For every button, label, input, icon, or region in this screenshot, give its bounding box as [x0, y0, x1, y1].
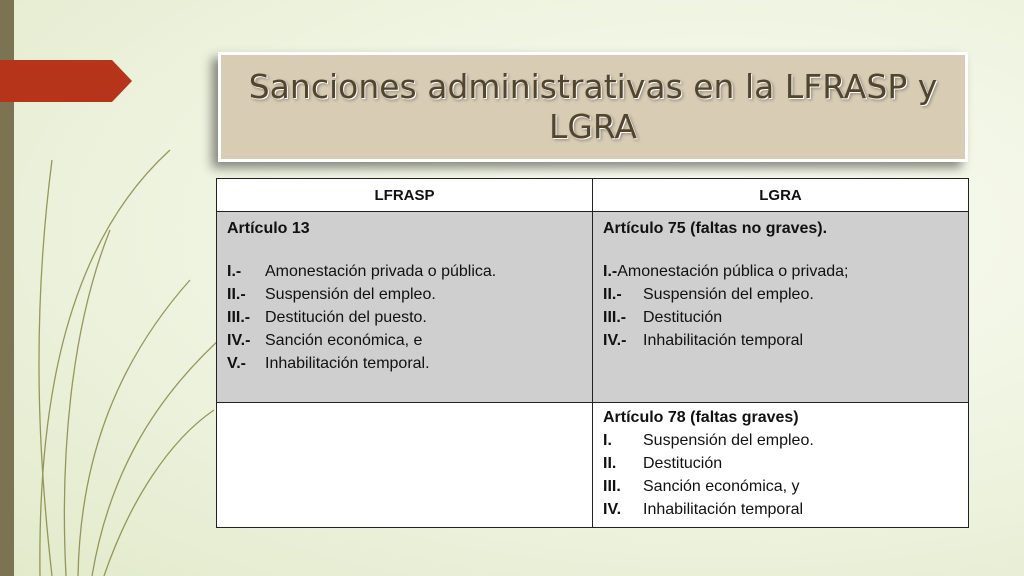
cell-empty: [217, 403, 593, 528]
cell-lgra-articulo-75: [593, 212, 969, 403]
list-item: I.- Amonestación pública o privada;: [603, 263, 849, 280]
cell-lgra-articulo-78: [593, 403, 969, 528]
list-item: III.- Destitución: [603, 309, 723, 326]
title-box: [218, 52, 968, 162]
list-item: IV. Inhabilitación temporal: [603, 501, 804, 518]
cell-lfrasp-articulo-13: [217, 212, 593, 403]
header-lgra: LGRA: [593, 179, 969, 212]
table-row: [217, 212, 969, 403]
table-row: [217, 403, 969, 528]
list-item: IV.- Sanción económica, e: [227, 332, 423, 349]
table-header-row: [217, 179, 969, 212]
list-item: V.- Inhabilitación temporal.: [227, 355, 430, 372]
header-lfrasp: LFRASP: [217, 179, 593, 212]
list-item: III. Sanción económica, y: [603, 478, 800, 495]
page-title: Sanciones administrativas en la LFRASP y LGRA: [248, 67, 938, 146]
list-item: II.- Suspensión del empleo.: [603, 286, 814, 303]
list-item: III.- Destitución del puesto.: [227, 309, 427, 326]
cell-heading: Artículo 78 (faltas graves): [603, 409, 799, 426]
list-item: I. Suspensión del empleo.: [603, 432, 814, 449]
list-item: IV.- Inhabilitación temporal: [603, 332, 804, 349]
list-item: II. Destitución: [603, 455, 723, 472]
cell-heading: Artículo 13: [227, 220, 310, 237]
sanctions-table: [216, 178, 969, 528]
list-item: I.- Amonestación privada o pública.: [227, 263, 497, 280]
list-item: II.- Suspensión del empleo.: [227, 286, 436, 303]
cell-heading: Artículo 75 (faltas no graves).: [603, 220, 828, 237]
